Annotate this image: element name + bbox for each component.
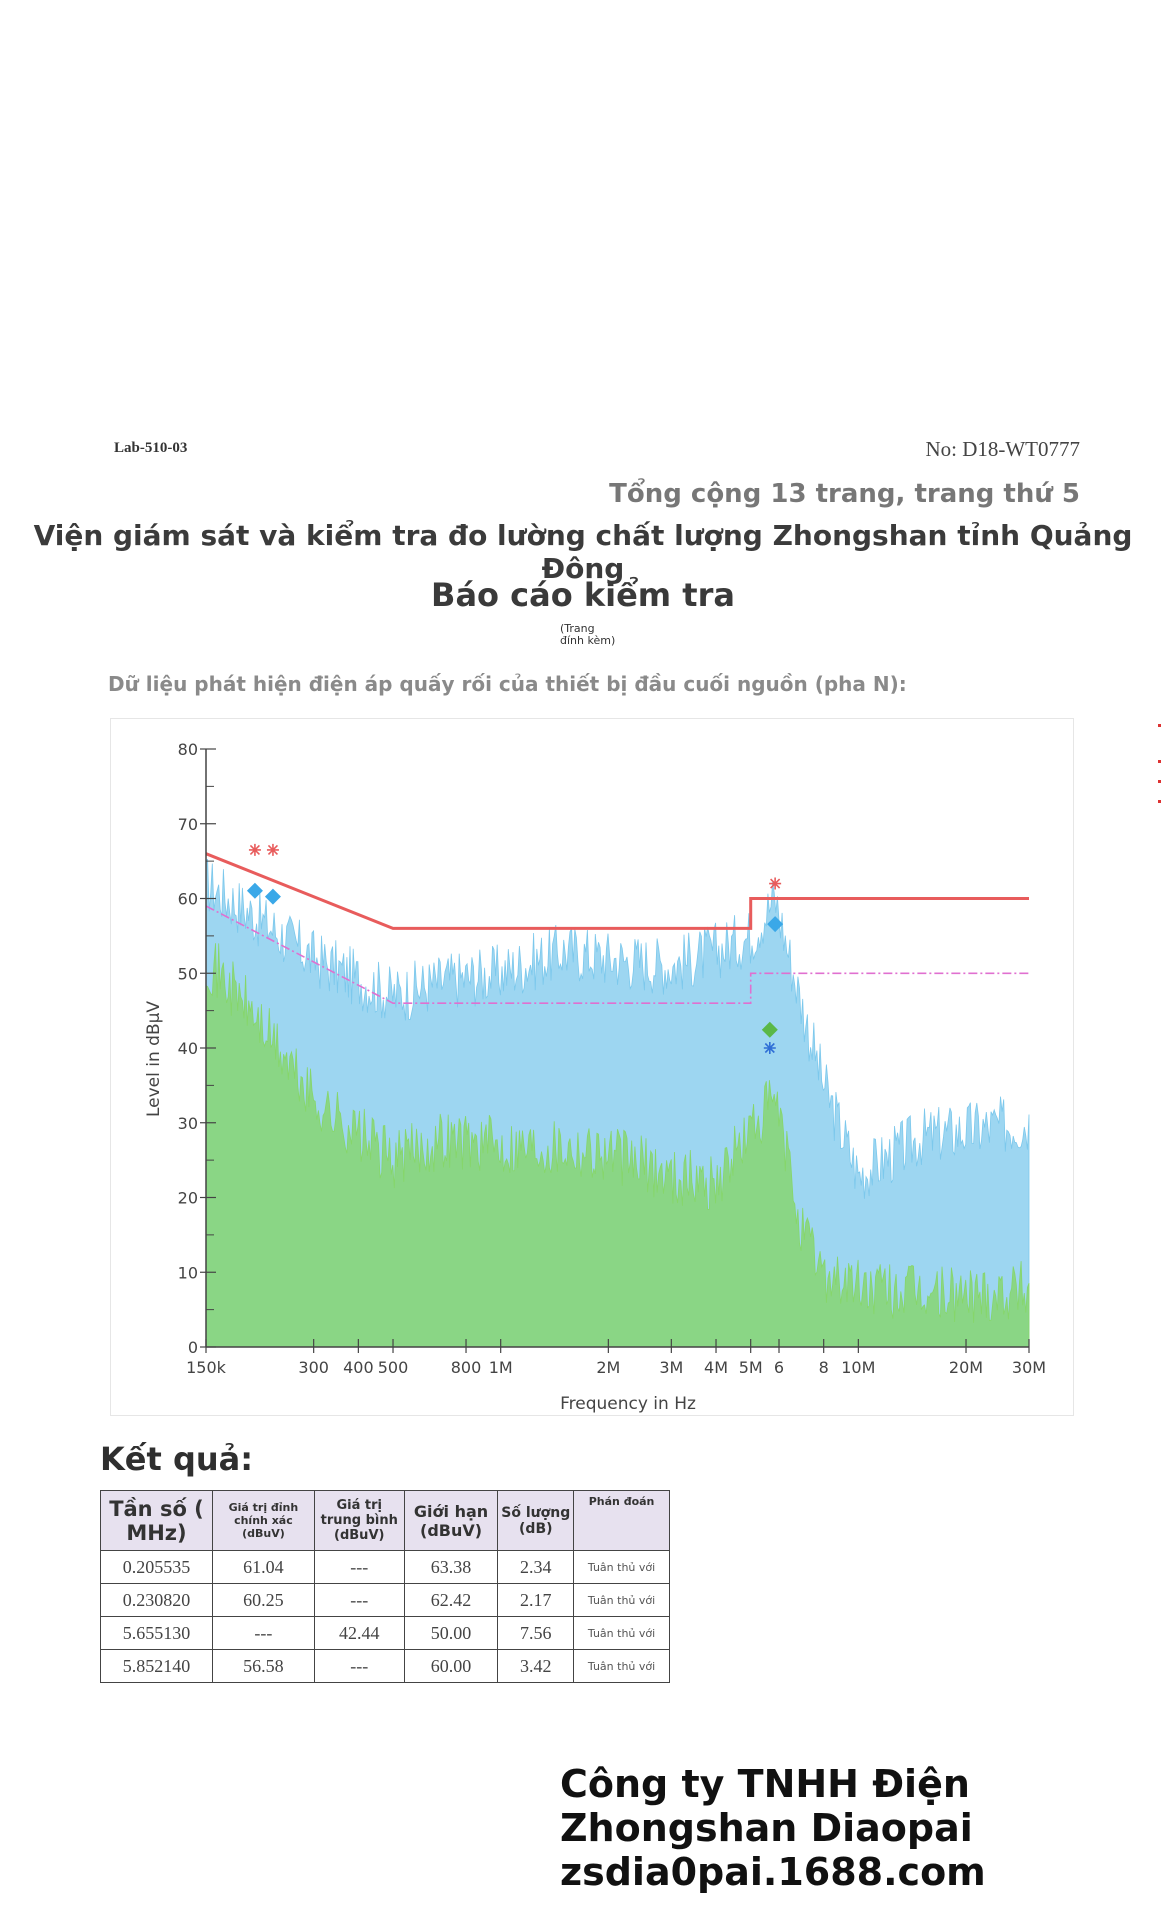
cell-limit: 60.00 xyxy=(404,1650,498,1683)
cell-average: --- xyxy=(314,1551,404,1584)
y-tick-label: 80 xyxy=(177,740,198,759)
institute-name: Viện giám sát và kiểm tra đo lường chất lượng Zhongshan tỉnh Quảng Đông xyxy=(33,519,1133,585)
cell-limit: 50.00 xyxy=(404,1617,498,1650)
x-tick-label: 5M xyxy=(738,1358,763,1377)
y-tick-label: 0 xyxy=(187,1338,198,1357)
y-tick-label: 50 xyxy=(177,964,198,984)
company-line-2: Zhongshan Diaopai xyxy=(560,1806,973,1850)
cell-quasi-peak: --- xyxy=(212,1617,314,1650)
results-heading: Kết quả: xyxy=(100,1440,254,1478)
y-tick-label: 40 xyxy=(177,1039,198,1058)
attached-line-1: (Trang xyxy=(560,622,595,635)
data-caption: Dữ liệu phát hiện điện áp quấy rối của thiết bị đầu cuối nguồn (pha N): xyxy=(108,672,907,696)
header-frequency: Tần số ( MHz) xyxy=(101,1491,213,1551)
header-margin: Số lượng (dB) xyxy=(498,1491,574,1551)
x-tick-label: 6 xyxy=(773,1358,785,1377)
report-title: Báo cáo kiểm tra xyxy=(431,576,735,614)
attached-line-2: đính kèm) xyxy=(560,634,616,647)
cell-quasi-peak: 60.25 xyxy=(212,1584,314,1617)
y-tick-label: 60 xyxy=(177,889,198,909)
cell-quasi-peak: 56.58 xyxy=(212,1650,314,1683)
cell-frequency: 0.205535 xyxy=(101,1551,213,1584)
y-tick-label: 10 xyxy=(177,1263,198,1283)
table-row xyxy=(101,1584,670,1617)
x-tick-label: 30M xyxy=(1011,1358,1047,1377)
cell-margin: 7.56 xyxy=(498,1617,574,1650)
cell-frequency: 0.230820 xyxy=(101,1584,213,1617)
y-axis-label: Level in dBµV xyxy=(144,1000,164,1118)
page-counter: Tổng cộng 13 trang, trang thứ 5 xyxy=(609,479,1080,509)
company-url: zsdia0pai.1688.com xyxy=(560,1850,986,1894)
header-average: Giá trị trung bình (dBuV) xyxy=(314,1491,404,1551)
results-header-row xyxy=(101,1491,670,1551)
scan-speck xyxy=(1158,780,1161,783)
report-number: No: D18-WT0777 xyxy=(925,437,1080,461)
company-line-1: Công ty TNHH Điện xyxy=(560,1762,970,1806)
scan-speck xyxy=(1158,760,1161,763)
cell-frequency: 5.655130 xyxy=(101,1617,213,1650)
cell-average: --- xyxy=(314,1584,404,1617)
emission-chart xyxy=(111,719,1073,1415)
attached-page-note xyxy=(560,623,615,647)
cell-verdict: Tuân thủ với xyxy=(574,1551,670,1584)
lab-code: Lab-510-03 xyxy=(114,440,188,456)
x-tick-label: 3M xyxy=(659,1358,684,1377)
cell-verdict: Tuân thủ với xyxy=(574,1650,670,1683)
x-tick-label: 400 xyxy=(343,1358,374,1377)
table-row xyxy=(101,1551,670,1584)
cell-frequency: 5.852140 xyxy=(101,1650,213,1683)
emission-chart-frame xyxy=(110,718,1074,1416)
qp-limit-line xyxy=(206,854,1029,929)
company-watermark xyxy=(560,1762,986,1894)
scan-speck xyxy=(1158,800,1161,803)
table-row xyxy=(101,1617,670,1650)
x-tick-label: 2M xyxy=(596,1358,621,1377)
x-tick-label: 1M xyxy=(488,1358,513,1377)
cell-average: 42.44 xyxy=(314,1617,404,1650)
cell-margin: 2.17 xyxy=(498,1584,574,1617)
avg-peak-star-marker xyxy=(764,1042,776,1054)
x-tick-label: 8 xyxy=(818,1358,829,1377)
x-tick-label: 800 xyxy=(450,1358,482,1377)
x-tick-label: 20M xyxy=(948,1358,984,1377)
header-verdict: Phán đoán xyxy=(574,1491,670,1551)
qp-peak-star-marker xyxy=(249,844,261,856)
cell-verdict: Tuân thủ với xyxy=(574,1617,670,1650)
table-row xyxy=(101,1650,670,1683)
cell-verdict: Tuân thủ với xyxy=(574,1584,670,1617)
header-quasi-peak: Giá trị đỉnh chính xác (dBuV) xyxy=(212,1491,314,1551)
x-tick-label: 500 xyxy=(377,1358,409,1377)
cell-margin: 2.34 xyxy=(498,1551,574,1584)
scan-speck xyxy=(1158,724,1161,727)
y-tick-label: 70 xyxy=(177,814,198,834)
cell-quasi-peak: 61.04 xyxy=(212,1551,314,1584)
y-tick-label: 30 xyxy=(177,1113,198,1133)
qp-peak-star-marker xyxy=(769,878,781,890)
y-tick-label: 20 xyxy=(177,1188,198,1208)
x-axis-label: Frequency in Hz xyxy=(560,1394,696,1414)
cell-average: --- xyxy=(314,1650,404,1683)
cell-margin: 3.42 xyxy=(498,1650,574,1683)
cell-limit: 62.42 xyxy=(404,1584,498,1617)
qp-diamond-marker xyxy=(247,883,263,899)
results-table xyxy=(100,1490,670,1683)
qp-peak-star-marker xyxy=(267,844,279,856)
x-tick-label: 300 xyxy=(298,1358,329,1377)
x-tick-label: 4M xyxy=(704,1358,729,1377)
header-limit: Giới hạn (dBuV) xyxy=(404,1491,498,1551)
qp-diamond-marker xyxy=(265,889,281,905)
cell-limit: 63.38 xyxy=(404,1551,498,1584)
x-tick-label: 10M xyxy=(841,1358,876,1377)
x-tick-label: 150k xyxy=(186,1358,226,1377)
